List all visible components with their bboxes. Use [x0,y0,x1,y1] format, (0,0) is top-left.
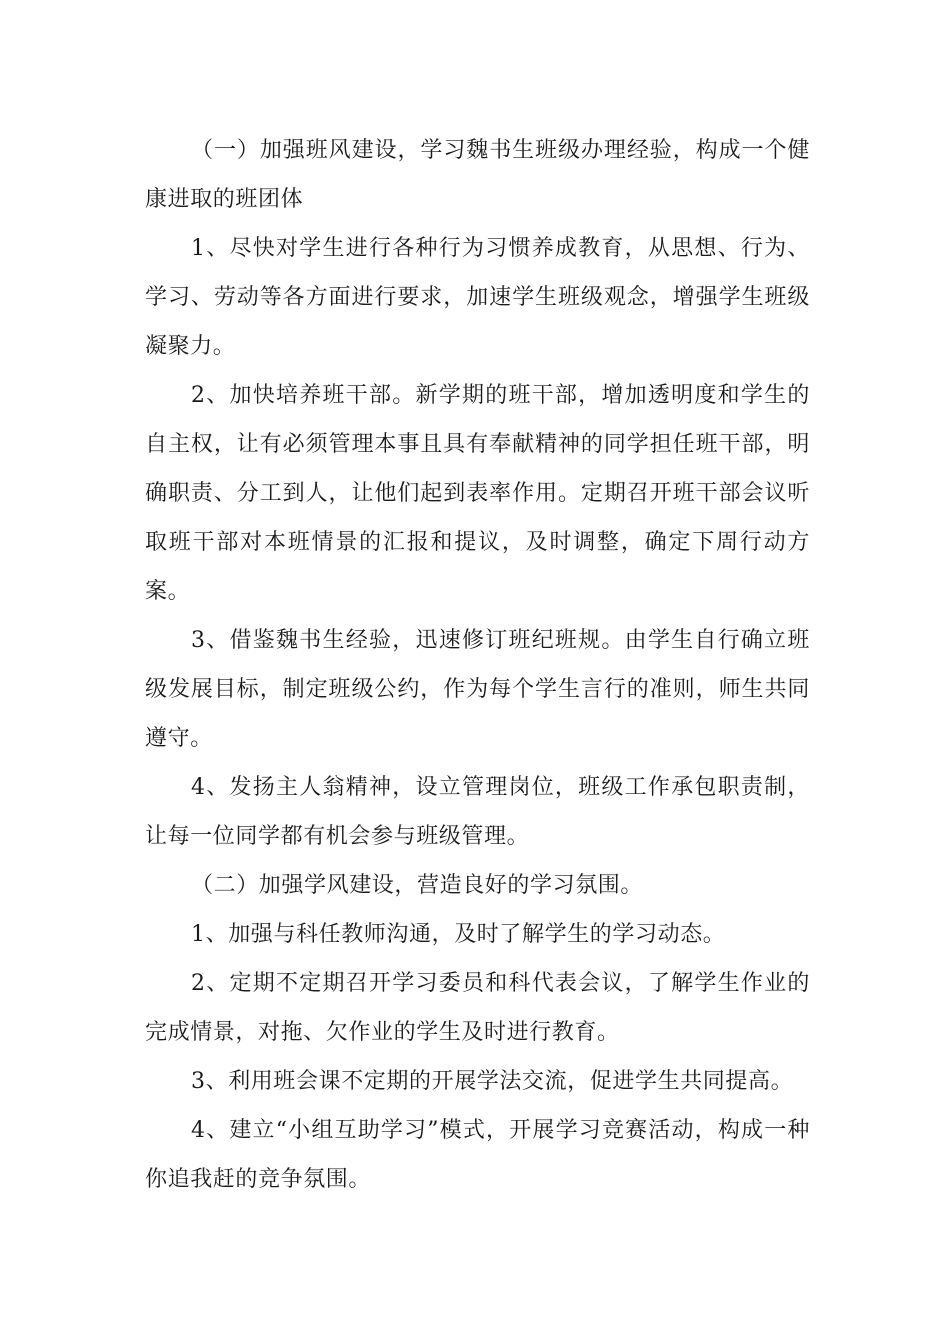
section-heading-study-style: （二）加强学风建设，营造良好的学习氛围。 [191,873,644,898]
paragraph-habit-education: 1、尽快对学生进行各种行为习惯养成教育，从思想、行为、学习、劳动等各方面进行要求，加速学生班级观念，增强学生班级凝聚力。 [145,236,810,359]
paragraph-class-rules: 3、借鉴魏书生经验，迅速修订班纪班规。由学生自行确立班级发展目标，制定班级公约，作为每个学生言行的准则，师生共同遵守。 [145,628,810,751]
paragraph-ownership: 4、发扬主人翁精神，设立管理岗位，班级工作承包职责制，让每一位同学都有机会参与班级管理。 [145,775,810,849]
paragraph-teacher-communication: 1、加强与科任教师沟通，及时了解学生的学习动态。 [191,922,726,947]
section-heading-class-style: （一）加强班风建设，学习魏书生班级办理经验，构成一个健康进取的班团体 [145,138,810,212]
document-body [145,126,810,1204]
paragraph-class-cadre: 2、加快培养班干部。新学期的班干部，增加透明度和学生的自主权，让有必须管理本事且具有奉献精神的同学担任班干部，明确职责、分工到人，让他们起到表率作用。定期召开班干部会议听取班干部对本班情景的汇报和提议，及时调整，确定下周行动方案。 [145,383,810,604]
paragraph-method-exchange: 3、利用班会课不定期的开展学法交流，促进学生共同提高。 [191,1069,794,1094]
paragraph-study-meetings: 2、定期不定期召开学习委员和科代表会议，了解学生作业的完成情景，对拖、欠作业的学生及时进行教育。 [145,971,810,1045]
paragraph-group-learning: 4、建立“小组互助学习”模式，开展学习竞赛活动，构成一种你追我赶的竞争氛围。 [145,1118,810,1192]
